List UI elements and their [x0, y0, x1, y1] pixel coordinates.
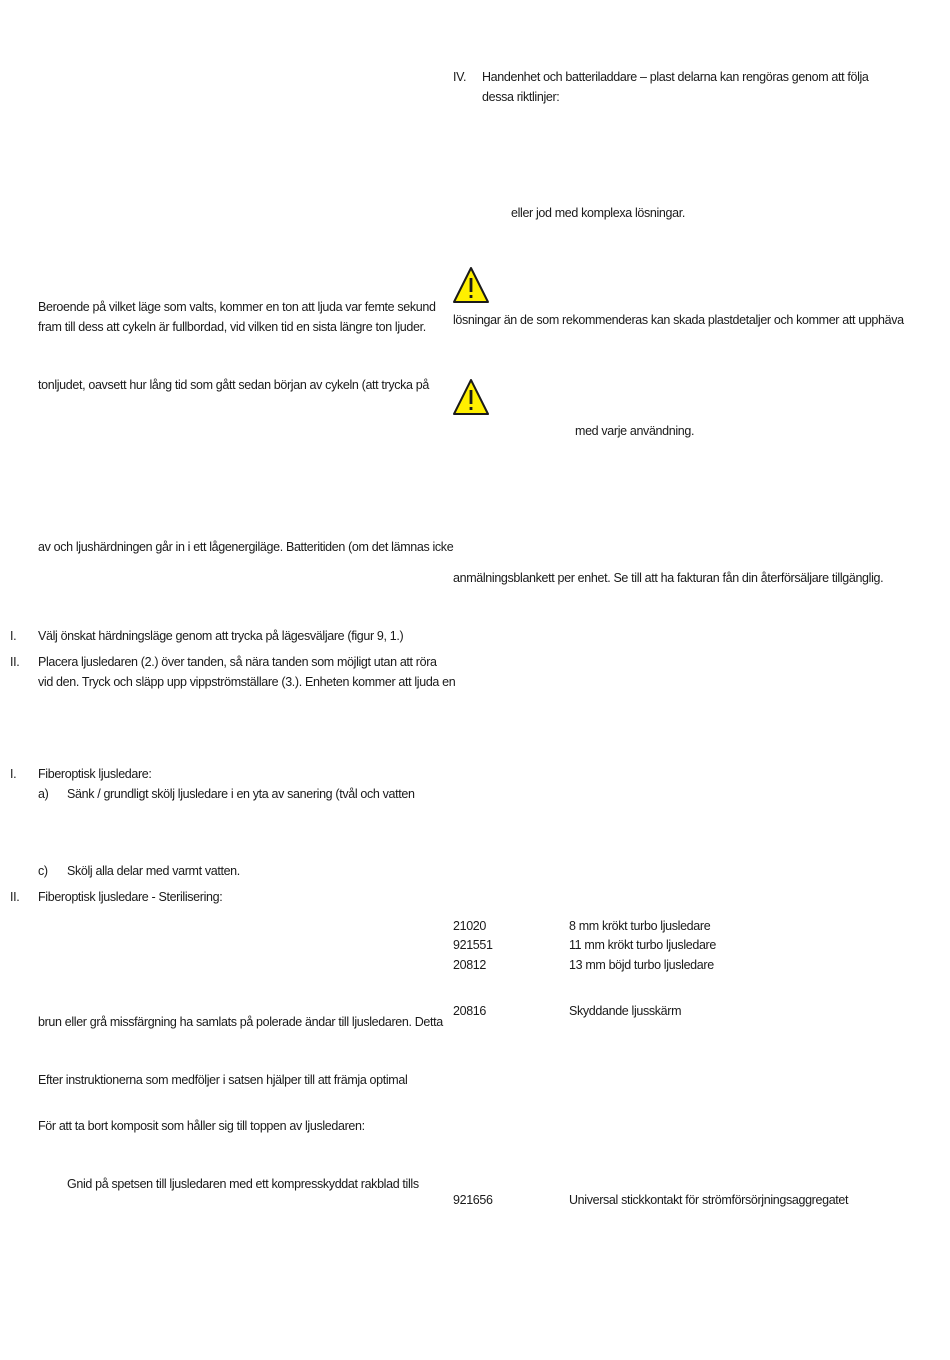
tone-paragraph: tonljudet, oavsett hur lång tid som gått sedan början av cykeln (att trycka på [38, 378, 429, 392]
part-description: 8 mm krökt turbo ljusledare [569, 919, 711, 933]
remove-composite-heading: För att ta bort komposit som håller sig till toppen av ljusledaren: [38, 1119, 365, 1133]
part-code: 921551 [453, 938, 493, 952]
warning-paragraph: lösningar än de som rekommenderas kan skada plastdetaljer och kommer att upphäva [453, 313, 904, 327]
razor-blade-paragraph: Gnid på spetsen till ljusledaren med ett kompresskyddat rakblad tills [67, 1177, 419, 1191]
part-code: 21020 [453, 919, 487, 933]
step-text: Placera ljusledaren (2.) över tanden, så nära tanden som möjligt utan att röra [38, 655, 437, 669]
warning-triangle-icon [452, 378, 490, 416]
mode-tone-line-2: fram till dess att cykeln är fullbordad, vid vilken tid en sista längre ton ljuder. [38, 320, 426, 334]
step-text: Välj önskat härdningsläge genom att trycka på lägesväljare (figur 9, 1.) [38, 629, 404, 643]
section-number: IV. [453, 70, 467, 84]
step-number: I. [10, 629, 17, 643]
step-number: II. [10, 655, 20, 669]
part-description: 11 mm krökt turbo ljusledare [569, 938, 716, 952]
sub-item-text: Sänk / grundligt skölj ljusledare i en yta av sanering (tvål och vatten [67, 787, 415, 801]
low-energy-paragraph: av och ljushärdningen går in i ett lågenergiläge. Batteritiden (om det lämnas icke [38, 540, 454, 554]
mode-tone-line-1: Beroende på vilket läge som valts, kommer en ton att ljuda var femte sekund [38, 300, 436, 314]
part-description: Skyddande ljusskärm [569, 1004, 682, 1018]
sub-item-letter: a) [38, 787, 49, 801]
instructions-paragraph: Efter instruktionerna som medföljer i satsen hjälper till att främja optimal [38, 1073, 408, 1087]
part-code: 20812 [453, 958, 487, 972]
cleaning-title: Fiberoptisk ljusledare: [38, 767, 152, 781]
sub-item-text: Skölj alla delar med varmt vatten. [67, 864, 240, 878]
section-text: Handenhet och batteriladdare – plast delarna kan rengöras genom att följa [482, 70, 869, 84]
cleaning-number: II. [10, 890, 20, 904]
iodine-paragraph: eller jod med komplexa lösningar. [511, 206, 685, 220]
form-paragraph: anmälningsblankett per enhet. Se till att ha fakturan fån din återförsäljare tillgänglig. [453, 571, 884, 585]
cleaning-number: I. [10, 767, 17, 781]
step-text: vid den. Tryck och släpp upp vippströmställare (3.). Enheten kommer att ljuda en [38, 675, 456, 689]
section-text: dessa riktlinjer: [482, 90, 560, 104]
discoloration-paragraph: brun eller grå missfärgning ha samlats på polerade ändar till ljusledaren. Detta [38, 1015, 443, 1029]
part-description: Universal stickkontakt för strömförsörjningsaggregatet [569, 1193, 849, 1207]
warning-triangle-icon [452, 266, 490, 304]
part-code: 921656 [453, 1193, 493, 1207]
part-description: 13 mm böjd turbo ljusledare [569, 958, 714, 972]
cleaning-title: Fiberoptisk ljusledare - Sterilisering: [38, 890, 223, 904]
sub-item-letter: c) [38, 864, 48, 878]
part-code: 20816 [453, 1004, 487, 1018]
each-use-paragraph: med varje användning. [575, 424, 695, 438]
